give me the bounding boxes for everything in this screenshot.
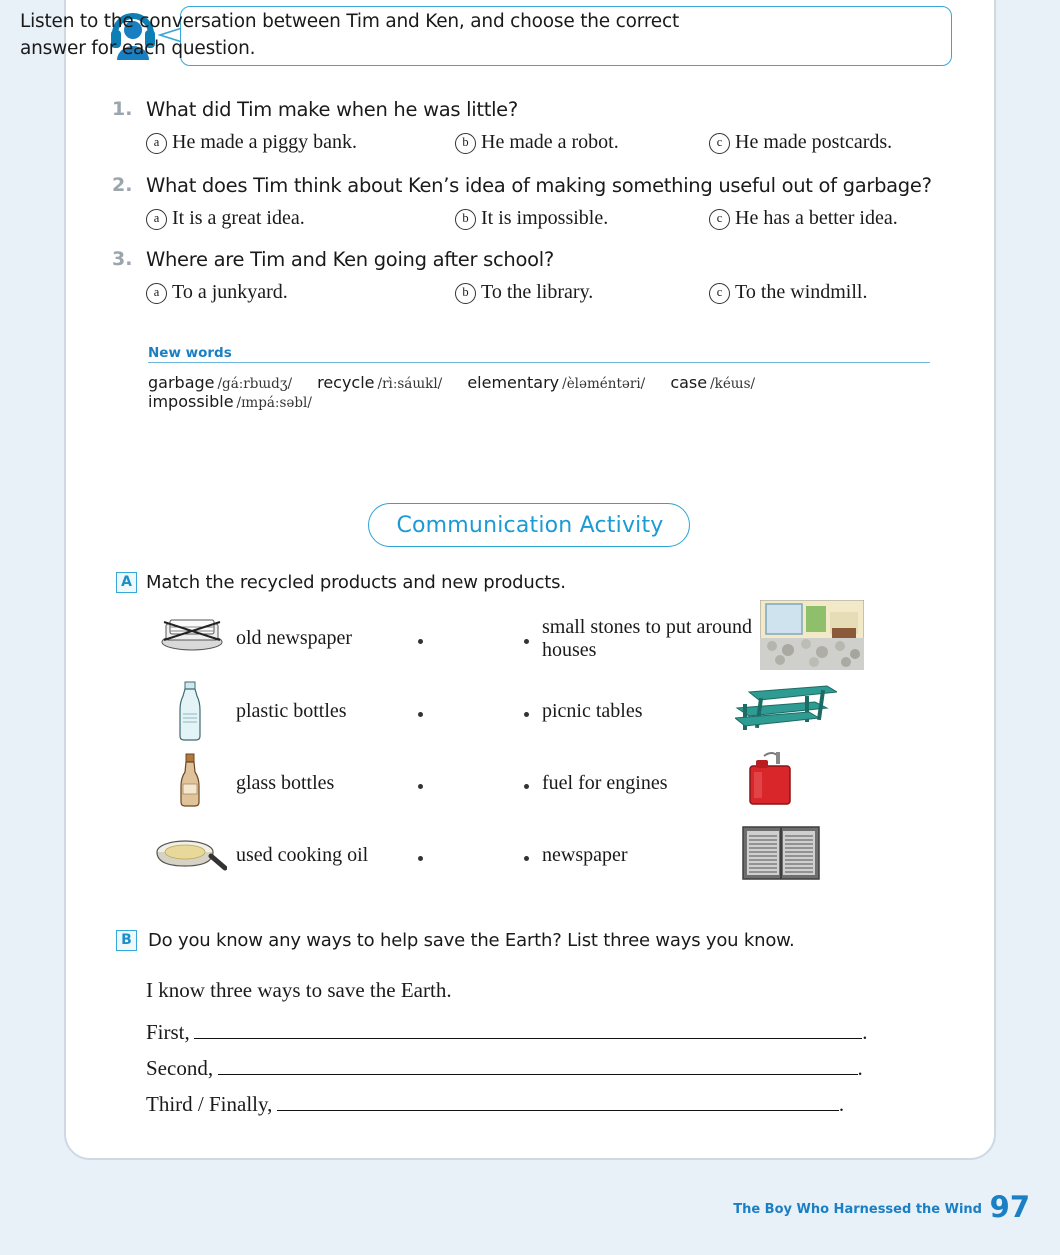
new-word: impossible: [148, 392, 234, 411]
new-word: elementary: [467, 373, 560, 392]
frying-pan-oil-icon: [155, 838, 227, 879]
answer-line-prefix: Second,: [146, 1056, 214, 1080]
new-words-list: [148, 373, 948, 411]
new-word: garbage: [148, 373, 215, 392]
option-mark: c: [709, 209, 730, 230]
plastic-bottle-icon: [174, 680, 206, 747]
option-mark: a: [146, 209, 167, 230]
match-dot-right-1[interactable]: [524, 639, 529, 644]
new-words-title: New words: [148, 345, 232, 361]
answer-period: .: [857, 1056, 863, 1080]
answer-line-third[interactable]: [146, 1090, 916, 1117]
question-3-option-a[interactable]: [146, 281, 288, 304]
new-word-item: [670, 373, 755, 392]
new-word-item: [317, 373, 442, 392]
option-mark: c: [709, 133, 730, 154]
answer-period: .: [838, 1092, 845, 1116]
option-label: To the library.: [481, 281, 594, 303]
answer-blank[interactable]: [194, 1018, 862, 1039]
option-mark: c: [709, 283, 730, 304]
glass-bottle-icon: [174, 752, 206, 813]
question-2-option-c[interactable]: [709, 207, 898, 230]
new-word-ipa: /ɪmpáːsəbl/: [236, 395, 312, 411]
option-label: To the windmill.: [735, 281, 868, 303]
section-a-letter: A: [116, 572, 137, 593]
match-dot-right-3[interactable]: [524, 784, 529, 789]
question-3-option-c[interactable]: [709, 281, 867, 304]
option-mark: b: [455, 133, 476, 154]
new-word: case: [670, 373, 708, 392]
page-number: 97: [989, 1190, 1030, 1224]
match-dot-left-4[interactable]: [418, 856, 423, 861]
answer-intro-line: I know three ways to save the Earth.: [146, 978, 452, 1002]
communication-activity-title: Communication Activity: [396, 513, 664, 538]
communication-activity-badge: [368, 503, 690, 547]
stone-path-house-photo: [760, 600, 864, 675]
option-mark: b: [455, 209, 476, 230]
option-mark: b: [455, 283, 476, 304]
option-label: To a junkyard.: [172, 281, 288, 303]
option-label: He made a piggy bank.: [172, 131, 357, 153]
right-item-label-1: small stones to put around houses: [542, 616, 752, 661]
question-text: What did Tim make when he was little?: [146, 98, 518, 121]
question-2-option-a[interactable]: [146, 207, 305, 230]
question-text: Where are Tim and Ken going after school?: [146, 248, 554, 271]
question-number: 1.: [112, 98, 133, 120]
answer-line-prefix: Third / Finally,: [146, 1092, 273, 1116]
answer-line-second[interactable]: [146, 1054, 916, 1081]
right-item-label-2: picnic tables: [542, 700, 643, 722]
question-text: What does Tim think about Ken’s idea of making something useful out of garbage?: [146, 174, 932, 197]
question-1-option-b[interactable]: [455, 131, 619, 154]
question-2-option-b[interactable]: [455, 207, 608, 230]
right-item-label-3: fuel for engines: [542, 772, 668, 794]
answer-blank[interactable]: [277, 1090, 839, 1111]
option-mark: a: [146, 283, 167, 304]
new-word-item: [148, 373, 292, 392]
question-number: 3.: [112, 248, 133, 270]
new-word-item: [467, 373, 645, 392]
match-dot-left-1[interactable]: [418, 639, 423, 644]
picnic-table-photo: [735, 678, 837, 739]
question-3-option-b[interactable]: [455, 281, 593, 304]
new-words-divider: [148, 362, 930, 363]
option-label: It is a great idea.: [172, 207, 305, 229]
option-label: It is impossible.: [481, 207, 609, 229]
section-b-letter: B: [116, 930, 137, 951]
match-dot-right-2[interactable]: [524, 712, 529, 717]
question-1-option-c[interactable]: [709, 131, 892, 154]
right-item-label-4: newspaper: [542, 844, 628, 866]
left-item-label-3: glass bottles: [236, 772, 335, 794]
new-word-ipa: /rìːsáɯkl/: [377, 376, 443, 392]
section-b-instruction: Do you know any ways to help save the Earth? List three ways you know.: [148, 930, 795, 951]
new-word-ipa: /èləméntəri/: [562, 376, 646, 392]
option-mark: a: [146, 133, 167, 154]
new-word-ipa: /kéɯs/: [710, 376, 756, 392]
match-dot-right-4[interactable]: [524, 856, 529, 861]
question-number: 2.: [112, 174, 133, 196]
fuel-can-photo: [744, 748, 800, 811]
left-item-label-4: used cooking oil: [236, 844, 369, 866]
question-1-option-a[interactable]: [146, 131, 357, 154]
answer-blank[interactable]: [218, 1054, 858, 1075]
newspaper-stack-icon: [160, 614, 224, 657]
option-label: He made postcards.: [735, 131, 893, 153]
left-item-label-2: plastic bottles: [236, 700, 347, 722]
open-newspaper-photo: [742, 826, 820, 885]
option-label: He has a better idea.: [735, 207, 898, 229]
answer-line-first[interactable]: [146, 1018, 916, 1045]
match-dot-left-2[interactable]: [418, 712, 423, 717]
answer-line-prefix: First,: [146, 1020, 190, 1044]
section-a-instruction: Match the recycled products and new products.: [146, 572, 566, 593]
left-item-label-1: old newspaper: [236, 627, 353, 649]
answer-period: .: [862, 1020, 868, 1044]
match-dot-left-3[interactable]: [418, 784, 423, 789]
new-word-ipa: /gáːrbɯdʒ/: [217, 376, 292, 392]
footer-title: The Boy Who Harnessed the Wind: [733, 1202, 982, 1217]
option-label: He made a robot.: [481, 131, 619, 153]
new-word-item: [148, 392, 312, 411]
new-word: recycle: [317, 373, 375, 392]
instruction-text: Listen to the conversation between Tim and Ken, and choose the correct answer for each question.: [20, 11, 680, 59]
